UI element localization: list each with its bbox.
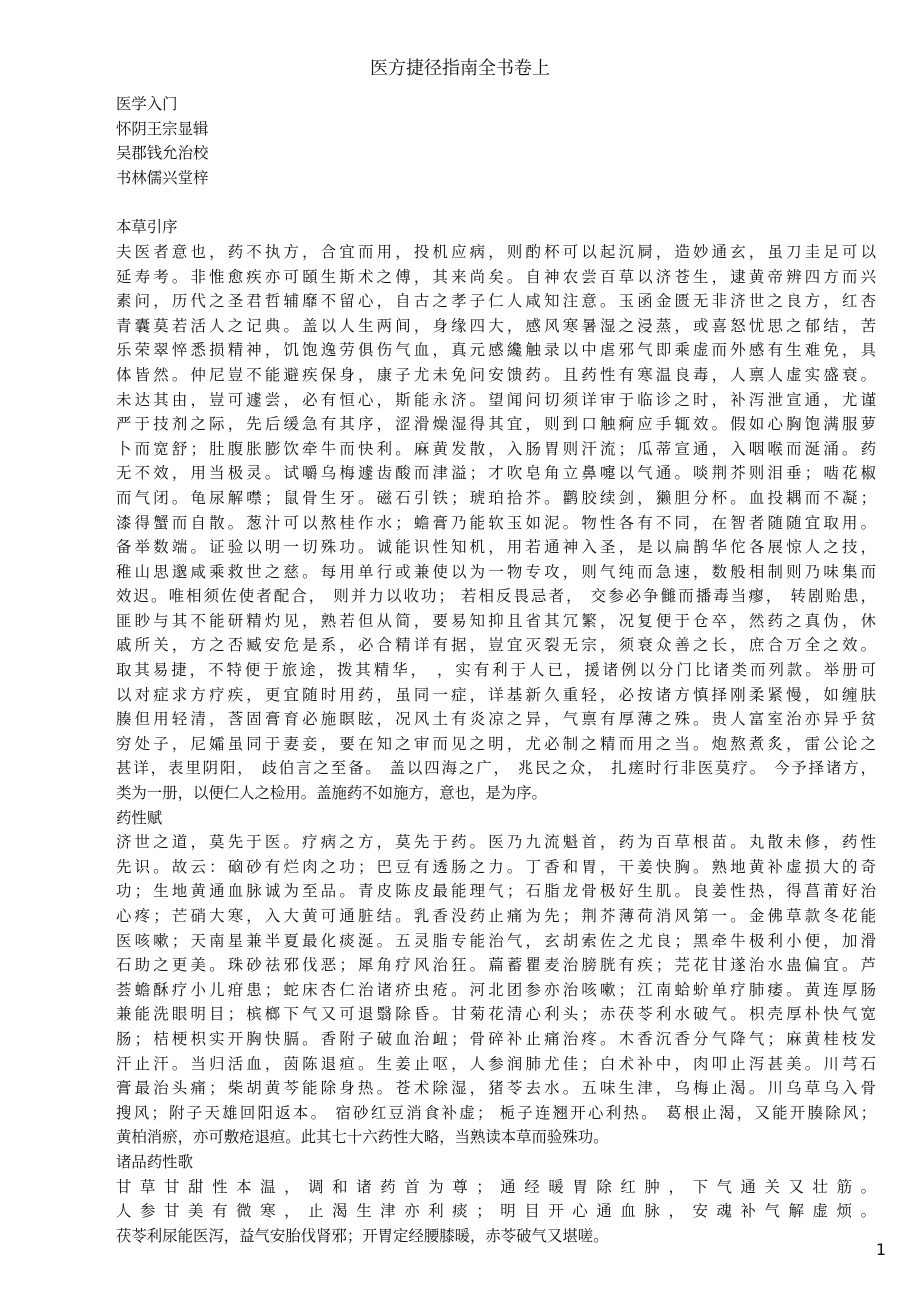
- text-line: 类为一册，以便仁人之检用。盖施药不如施方，意也，是为序。: [116, 784, 547, 803]
- text-line: 以对症求方疗疾，更宜随时用药，虽同一症，详基新久重轻，必按诸方慎择刚柔紧慢，如缠肤: [116, 685, 876, 704]
- sections-container: [116, 215, 876, 1248]
- text-line: 心疼；芒硝大寒，入大黄可通脏结。乳香没药止痛为先；荆芥薄荷消风第一。金佛草款冬花能: [116, 907, 876, 925]
- meta-line: 怀阴王宗显辑: [116, 119, 209, 138]
- text-line: 而气闭。龟尿解噤；鼠骨生牙。磁石引铁；琥珀拾芥。鹳胶续剑，獭胆分杯。血投耦而不凝；: [116, 488, 876, 507]
- text-line: 延寿考。非惟愈疾亦可頣生斯术之傅，其来尚矣。自神农尝百草以济苍生，逮黄帝辨四方而兴: [116, 267, 876, 286]
- meta-line: 书林儒兴堂梓: [116, 168, 209, 187]
- text-line: 兼能洗眼明目；槟榔下气又可退翳除昏。甘菊花清心利头；赤茯苓利水破气。枳壳厚朴快气宽: [116, 1005, 876, 1024]
- text-line: 体皆然。仲尼豈不能避疾保身，康子尤未免问安馈药。且药性有寒温良毒，人禀人虚实盛衰。: [116, 365, 876, 384]
- text-line: 茯苓利尿能医泻，益气安胎伐肾邪；开胃定经腰膝暖，赤苓破气又堪嗟。: [116, 1226, 609, 1245]
- meta-line: 医学入门: [116, 95, 178, 113]
- text-line: 效迟。唯相须佐使者配合， 则并力以收功； 若相反畏忌者， 交参必争雠而播毒当瘳， 转剧贻患，: [116, 587, 876, 606]
- text-line: 青囊莫若活人之记典。盖以人生两间，身缘四大，感风寒暑湿之浸蒸，或喜怒忧思之郁结，苦: [116, 316, 876, 335]
- text-line: 膏最治头痛；柴胡黄芩能除身热。苍术除湿，猪苓去水。五味生津，乌梅止渴。川乌草乌入骨: [116, 1079, 876, 1098]
- section-heading: 本草引序: [116, 218, 178, 237]
- text-line: 匪眇与其不能研精灼见，熟若但从简，要易知抑且省其冗繁，况复便于仓卒，然药之真伪，休: [116, 611, 876, 630]
- text-line: 人参甘美有微寒，止渴生津亦利痰；明目开心通血脉，安魂补气解虚烦。: [116, 1202, 876, 1221]
- text-line: 未达其由，豈可遽尝，必有恒心，斯能永济。望闻问切须详审于临诊之时，补泻泄宣通，尤谨: [116, 390, 876, 409]
- text-line: 夫医者意也，药不执方，合宜而用，投机应病，则酌杯可以起沉屙，造妙通玄，虽刀圭足可以: [116, 242, 876, 261]
- spacer: [116, 190, 876, 215]
- text-line: 石助之更美。珠砂祛邪伐恶；犀角疗风治狂。萹蓄瞿麦治膀胱有疾；芫花甘遂治水蛊偏宜。芦: [116, 956, 876, 975]
- text-line: 甘草甘甜性本温，调和诸药首为尊；通经暖胃除红肿，下气通关又壮筋。: [116, 1177, 876, 1196]
- text-line: 荟蟾酥疗小儿疳患；蛇床杏仁治诸疥虫疮。河北团参亦治咳嗽；江南蛤蚧单疗肺痿。黄连厚肠: [116, 980, 876, 999]
- text-line: 穷处子，尼孀虽同于妻妾，要在知之审而见之明，尤必制之精而用之当。炮熬煮炙，雷公论之: [116, 734, 876, 753]
- page-number: 1: [875, 1240, 886, 1259]
- document-body: [116, 92, 876, 1248]
- meta-line: 吴郡钱允治校: [116, 144, 209, 163]
- text-line: 黄柏消瘀，亦可敷疮退疸。此其七十六药性大略，当熟读本草而验殊功。: [116, 1128, 609, 1147]
- text-line: 素问，历代之圣君哲辅靡不留心，自古之孝子仁人咸知注意。玉函金匮无非济世之良方，红杏: [116, 292, 876, 311]
- text-line: 乐荣翠悴悉损精神，饥饱逸劳俱伤气血，真元感纔触录以中虐邪气即乘虚而外感有生难免，具: [116, 341, 876, 360]
- text-line: 医咳嗽；天南星兼半夏最化痰涎。五灵脂专能治气，玄胡索佐之尤良；黑牵牛极利小便，加滑: [116, 931, 876, 950]
- text-line: 无不效，用当极灵。试嚼乌梅遽齿酸而津溢；才吹皂角立鼻嚏以气通。啖荆芥则泪垂；啮花椒: [116, 464, 876, 483]
- text-line: 肠；桔梗枳实开胸快膈。香附子破血治衄；骨碎补止痛治疼。木香沉香分气降气；麻黄桂枝发: [116, 1029, 876, 1048]
- page-title: 医方捷径指南全书卷上: [370, 58, 550, 79]
- text-line: 甚详，表里阴阳， 歧伯言之至备。 盖以四海之广， 兆民之众， 扎瘥时行非医莫疗。 今予择诸方，: [116, 759, 876, 778]
- text-line: 备举数端。证验以明一切殊功。诚能识性知机，用若通神入圣，是以扁鹊华佗各展惊人之技，: [116, 538, 876, 557]
- section-heading: 诸品药性歌: [116, 1152, 193, 1171]
- text-line: 先识。故云：硇砂有烂肉之功；巴豆有透肠之力。丁香和胃，干姜快胸。熟地黄补虚损大的奇: [116, 857, 876, 876]
- text-line: 济世之道，莫先于医。疗病之方，莫先于药。医乃九流魁首，药为百草根苗。丸散未修，药性: [116, 833, 876, 852]
- section-heading: 药性赋: [116, 808, 163, 827]
- text-line: 功；生地黄通血脉诚为至品。青皮陈皮最能理气；石脂龙骨极好生肌。良姜性热，得菖莆好治: [116, 882, 876, 901]
- text-line: 戚所关，方之否臧安危是系，必合精详有据，豈宜灭裂无宗，须衰众善之长，庶合万全之效。: [116, 636, 876, 655]
- text-line: 严于技剂之际，先后缓急有其序，涩滑燥湿得其宜，则到口触痾应手辄效。假如心胸饱满服萝: [116, 415, 876, 434]
- text-line: 卜而宽舒；肚腹胀膨饮牵牛而快利。麻黄发散，入肠胃则汗流；瓜蒂宣通，入咽喉而涎涌。药: [116, 439, 876, 458]
- text-line: 稚山思邈咸乘救世之慈。每用单行或兼使以为一物专攻，则气纯而急速，数般相制则乃味集而: [116, 562, 876, 581]
- text-line: 搜风；附子天雄回阳返本。 宿砂红豆消食补虚； 栀子连翘开心利热。 葛根止渴，又能开腠除风；: [116, 1103, 876, 1122]
- text-line: 汗止汗。当归活血，茵陈退疸。生姜止呕，人参润肺尤佳；白术补中，肉叩止泻甚美。川芎石: [116, 1054, 876, 1073]
- text-line: 取其易捷，不特便于旅途，拨其精华， ，实有利于人已，援诸例以分门比诸类而列款。举册可: [116, 661, 876, 680]
- text-line: 腠但用轻清，莟固膏育必施瞑眩，况风土有炎凉之异，气禀有厚薄之殊。贵人富室治亦异乎贫: [116, 710, 876, 729]
- text-line: 漆得蟹而自散。葱汁可以熬桂作水；蟾膏乃能软玉如泥。物性各有不同，在智者随随宜取用。: [116, 513, 876, 532]
